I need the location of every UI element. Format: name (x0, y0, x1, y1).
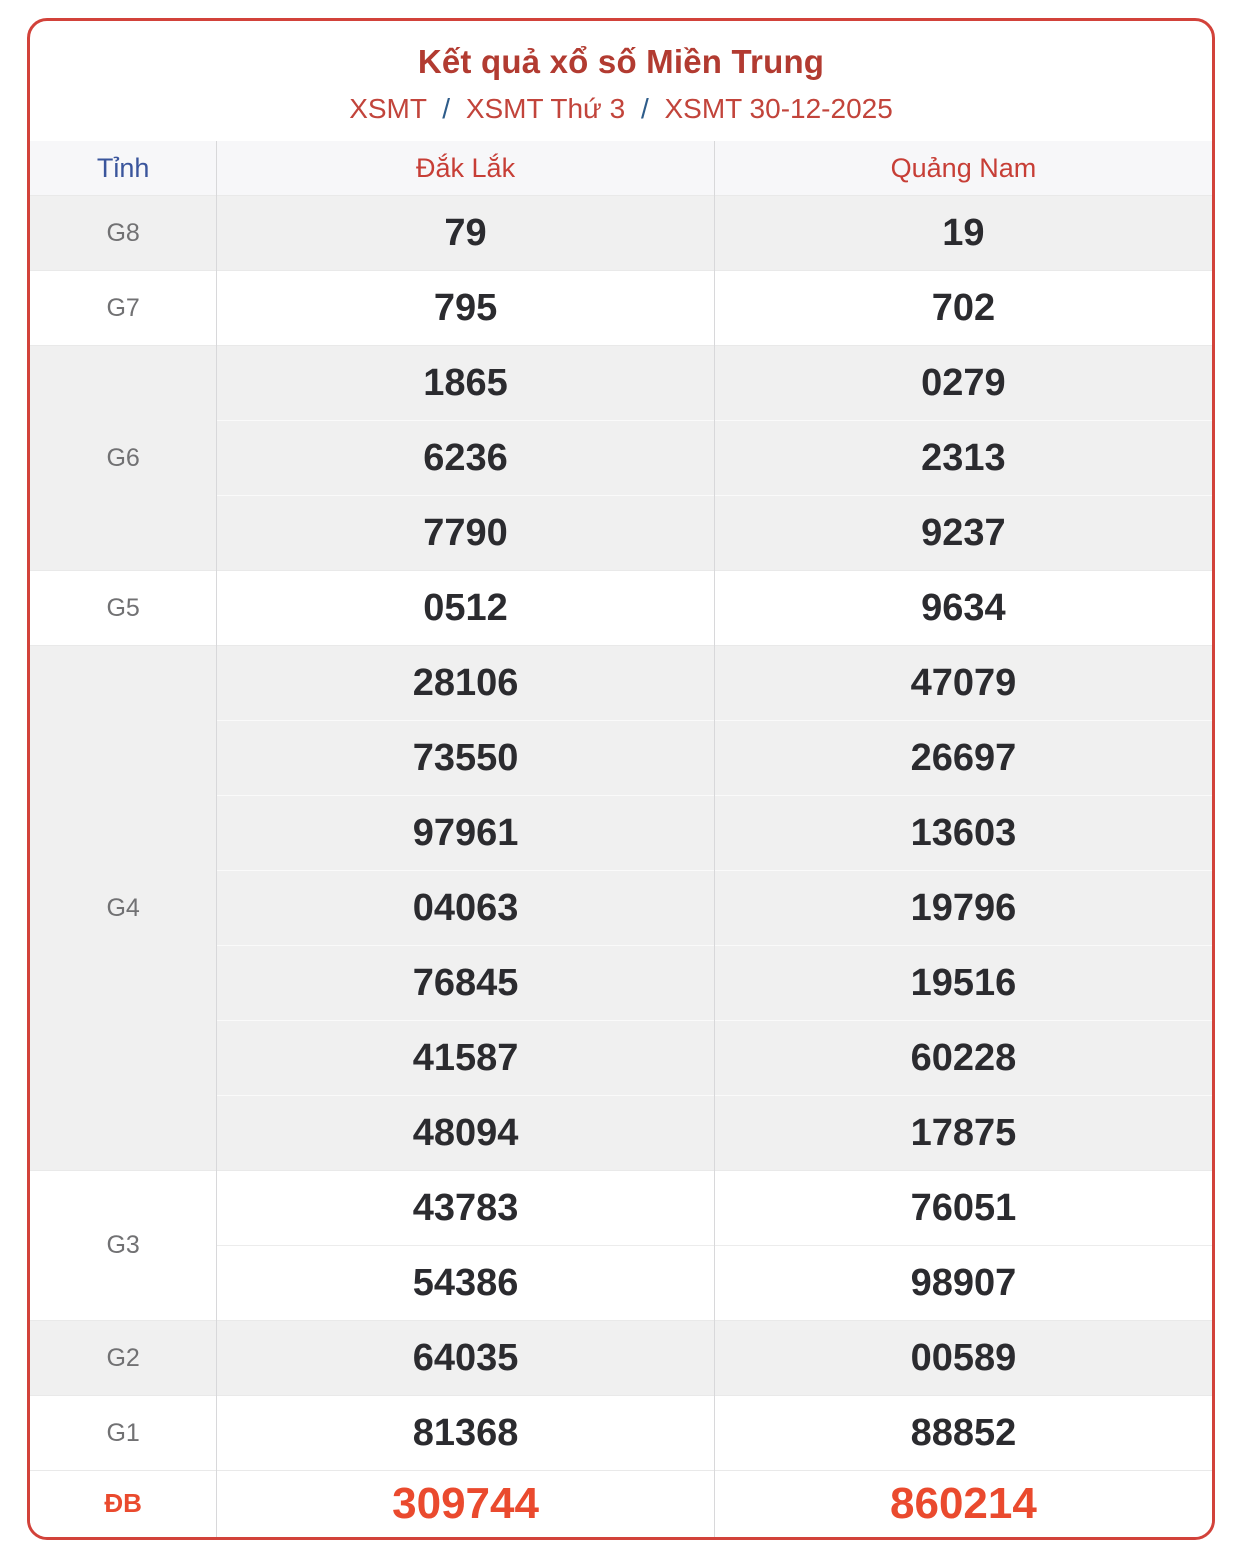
breadcrumb (40, 93, 1202, 125)
breadcrumb-separator: / (442, 93, 451, 124)
prize-g4-col2-row4: 19796 (714, 871, 1212, 946)
prize-g6-col2-row2: 2313 (714, 421, 1212, 496)
prize-g4-col1-row3: 97961 (217, 796, 715, 871)
breadcrumb-link-xsmt-date[interactable]: XSMT 30-12-2025 (664, 93, 893, 124)
prize-g4-col1-row5: 76845 (217, 946, 715, 1021)
prize-row-db (30, 1471, 1212, 1537)
prize-g4-col1-row4: 04063 (217, 871, 715, 946)
prize-g2-col1: 64035 (217, 1321, 715, 1396)
prize-db-col2: 860214 (714, 1471, 1212, 1537)
prize-g3-col2-row1: 76051 (714, 1171, 1212, 1246)
column-header-quang-nam: Quảng Nam (714, 141, 1212, 196)
breadcrumb-separator: / (640, 93, 649, 124)
prize-row-g4-1 (30, 646, 1212, 721)
prize-g4-col2-row1: 47079 (714, 646, 1212, 721)
page-title: Kết quả xổ số Miền Trung (417, 43, 825, 80)
table-header-row (30, 141, 1212, 196)
prize-row-g8 (30, 196, 1212, 271)
row-label-g3: G3 (30, 1171, 217, 1321)
prize-g1-col1: 81368 (217, 1396, 715, 1471)
prize-g1-col2: 88852 (714, 1396, 1212, 1471)
prize-g4-col1-row2: 73550 (217, 721, 715, 796)
prize-g4-col2-row2: 26697 (714, 721, 1212, 796)
row-label-g5: G5 (30, 571, 217, 646)
row-label-g6: G6 (30, 346, 217, 571)
prize-g4-col1-row7: 48094 (217, 1096, 715, 1171)
prize-row-g2 (30, 1321, 1212, 1396)
prize-g4-col2-row6: 60228 (714, 1021, 1212, 1096)
prize-g6-col2-row3: 9237 (714, 496, 1212, 571)
card-header (30, 21, 1212, 141)
prize-g4-col1-row1: 28106 (217, 646, 715, 721)
prize-g4-col2-row5: 19516 (714, 946, 1212, 1021)
prize-g3-col2-row2: 98907 (714, 1246, 1212, 1321)
prize-row-g7 (30, 271, 1212, 346)
results-table (30, 141, 1212, 1537)
row-label-g4: G4 (30, 646, 217, 1171)
column-header-province: Tỉnh (30, 141, 217, 196)
row-label-g1: G1 (30, 1396, 217, 1471)
breadcrumb-link-xsmt-weekday[interactable]: XSMT Thứ 3 (465, 93, 626, 124)
prize-g3-col1-row2: 54386 (217, 1246, 715, 1321)
prize-g6-col2-row1: 0279 (714, 346, 1212, 421)
prize-g5-col1: 0512 (217, 571, 715, 646)
prize-g7-col2: 702 (714, 271, 1212, 346)
prize-g3-col1-row1: 43783 (217, 1171, 715, 1246)
prize-g8-col1: 79 (217, 196, 715, 271)
prize-db-col1: 309744 (217, 1471, 715, 1537)
prize-g4-col2-row3: 13603 (714, 796, 1212, 871)
prize-row-g6-1 (30, 346, 1212, 421)
row-label-g7: G7 (30, 271, 217, 346)
prize-g7-col1: 795 (217, 271, 715, 346)
prize-g8-col2: 19 (714, 196, 1212, 271)
column-header-dak-lak: Đắk Lắk (217, 141, 715, 196)
lottery-results-card (27, 18, 1215, 1540)
prize-g6-col1-row1: 1865 (217, 346, 715, 421)
row-label-g8: G8 (30, 196, 217, 271)
row-label-db: ĐB (30, 1471, 217, 1537)
prize-g6-col1-row2: 6236 (217, 421, 715, 496)
breadcrumb-link-xsmt[interactable]: XSMT (349, 93, 427, 124)
prize-g6-col1-row3: 7790 (217, 496, 715, 571)
prize-g2-col2: 00589 (714, 1321, 1212, 1396)
prize-g4-col1-row6: 41587 (217, 1021, 715, 1096)
prize-g5-col2: 9634 (714, 571, 1212, 646)
row-label-g2: G2 (30, 1321, 217, 1396)
prize-g4-col2-row7: 17875 (714, 1096, 1212, 1171)
prize-row-g1 (30, 1396, 1212, 1471)
prize-row-g3-1 (30, 1171, 1212, 1246)
prize-row-g5 (30, 571, 1212, 646)
